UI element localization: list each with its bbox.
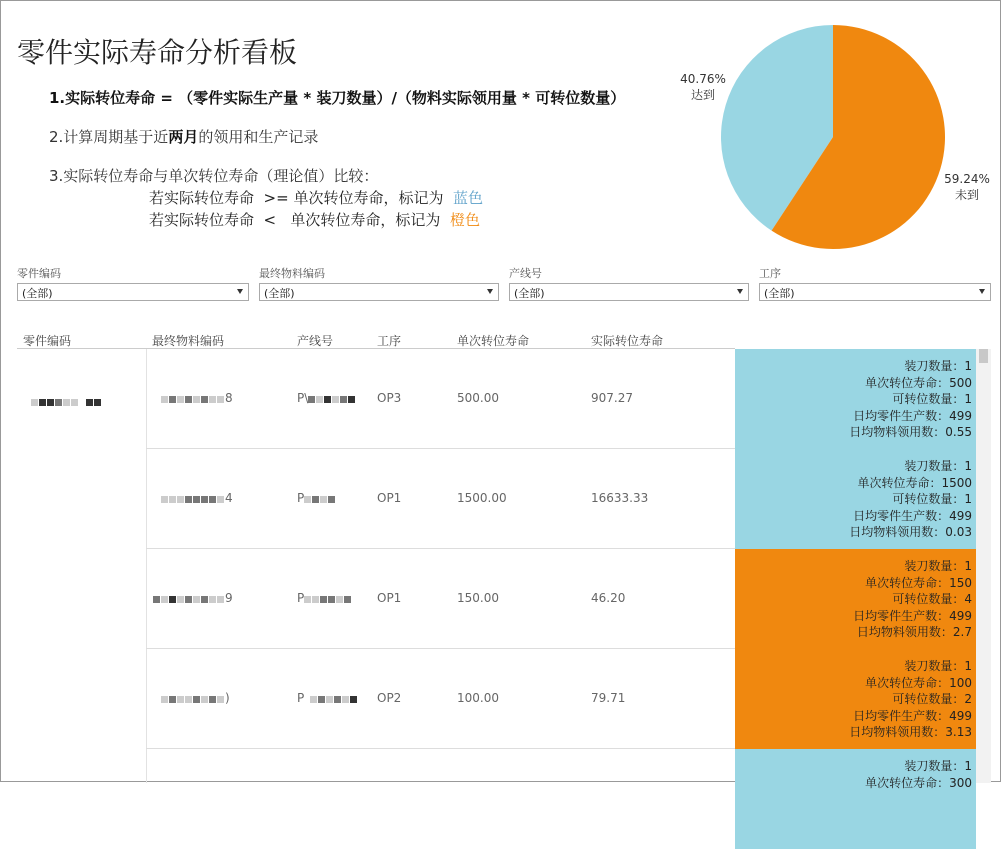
- single-life-cell: 500.00: [457, 391, 499, 405]
- actual-life-cell: 79.71: [591, 691, 626, 705]
- redacted-text: [161, 692, 225, 706]
- chevron-down-icon: [487, 289, 493, 294]
- column-header-process[interactable]: 工序: [377, 334, 402, 348]
- redacted-text: [310, 692, 358, 706]
- line-no-cell: P: [297, 691, 358, 706]
- vertical-scrollbar[interactable]: [976, 349, 991, 783]
- line-no-cell: P: [297, 591, 352, 606]
- header-divider: [17, 348, 735, 349]
- filter-process: [759, 265, 991, 301]
- row-divider: [146, 448, 735, 449]
- row-divider: [146, 748, 735, 749]
- actual-life-cell: 16633.33: [591, 491, 649, 505]
- column-header-material-code[interactable]: 最终物料编码: [152, 334, 225, 348]
- filter-material-code: [259, 265, 499, 301]
- chevron-down-icon: [737, 289, 743, 294]
- filter-label: 产线号: [509, 267, 542, 280]
- process-cell: OP3: [377, 391, 402, 405]
- filter-label: 零件编码: [17, 267, 61, 280]
- redacted-text: [153, 592, 225, 606]
- period-note: 2.计算周期基于近两月的领用和生产记录: [49, 128, 319, 146]
- status-info-box-blue: 装刀数量：1 单次转位寿命：1500 可转位数量：1 日均零件生产数：499 日均物料领用数：0.03: [735, 449, 976, 549]
- status-info-box-orange: 装刀数量：1 单次转位寿命：150 可转位数量：4 日均零件生产数：499 日均物料领用数：2.7: [735, 549, 976, 649]
- pie-label-not-reached: 59.24% 未到: [944, 172, 990, 202]
- blue-color-word: 蓝色: [452, 189, 483, 207]
- scrollbar-thumb[interactable]: [979, 349, 988, 363]
- process-cell: OP1: [377, 491, 402, 505]
- material-code-select[interactable]: (全部): [259, 283, 499, 301]
- rule-orange: 若实际转位寿命 < 单次转位寿命，标记为 橙色: [149, 211, 480, 229]
- single-life-cell: 150.00: [457, 591, 499, 605]
- column-header-line-no[interactable]: 产线号: [297, 334, 334, 348]
- achievement-pie-chart[interactable]: [719, 21, 947, 253]
- column-header-single-life[interactable]: 单次转位寿命: [457, 334, 530, 348]
- part-code-cell: [31, 394, 102, 409]
- redacted-text: [304, 592, 352, 606]
- material-code-cell: 9: [153, 591, 233, 606]
- formula-note: 1.实际转位寿命 = （零件实际生产量 * 装刀数量）/（物料实际领用量 * 可转位数量）: [49, 89, 626, 107]
- actual-life-cell: 907.27: [591, 391, 633, 405]
- single-life-cell: 1500.00: [457, 491, 507, 505]
- row-divider: [146, 548, 735, 549]
- process-cell: OP2: [377, 691, 402, 705]
- column-header-part-code[interactable]: 零件编码: [23, 334, 72, 348]
- material-code-cell: ): [161, 691, 230, 706]
- redacted-text: [161, 392, 225, 406]
- material-code-cell: 8: [161, 391, 233, 406]
- actual-life-cell: 46.20: [591, 591, 626, 605]
- compare-note: 3.实际转位寿命与单次转位寿命（理论值）比较：: [49, 167, 379, 185]
- chevron-down-icon: [979, 289, 985, 294]
- status-info-box-orange: 装刀数量：1 单次转位寿命：100 可转位数量：2 日均零件生产数：499 日均物料领用数：3.13: [735, 649, 976, 749]
- process-select[interactable]: (全部): [759, 283, 991, 301]
- redacted-text: [161, 492, 225, 506]
- material-code-cell: 4: [161, 491, 233, 506]
- single-life-cell: 100.00: [457, 691, 499, 705]
- filter-label: 最终物料编码: [259, 267, 325, 280]
- column-header-actual-life[interactable]: 实际转位寿命: [591, 334, 664, 348]
- filter-line-no: [509, 265, 749, 301]
- status-info-box-blue: 装刀数量：1 单次转位寿命：500 可转位数量：1 日均零件生产数：499 日均物料领用数：0.55: [735, 349, 976, 449]
- status-info-box-blue: 装刀数量：1 单次转位寿命：300: [735, 749, 976, 849]
- rule-blue: 若实际转位寿命 >= 单次转位寿命，标记为 蓝色: [149, 189, 483, 207]
- orange-color-word: 橙色: [449, 211, 480, 229]
- part-code-select[interactable]: (全部): [17, 283, 249, 301]
- filter-part-code: [17, 265, 249, 301]
- redacted-text: [308, 392, 356, 406]
- column-divider: [146, 349, 147, 783]
- redacted-text: [31, 395, 102, 409]
- process-cell: OP1: [377, 591, 402, 605]
- page-title: 零件实际寿命分析看板: [17, 36, 298, 69]
- line-no-select[interactable]: (全部): [509, 283, 749, 301]
- filter-label: 工序: [759, 267, 781, 280]
- line-no-cell: P: [297, 491, 336, 506]
- chevron-down-icon: [237, 289, 243, 294]
- line-no-cell: P\: [297, 391, 356, 406]
- redacted-text: [304, 492, 336, 506]
- row-divider: [146, 648, 735, 649]
- pie-label-reached: 40.76% 达到: [680, 72, 726, 102]
